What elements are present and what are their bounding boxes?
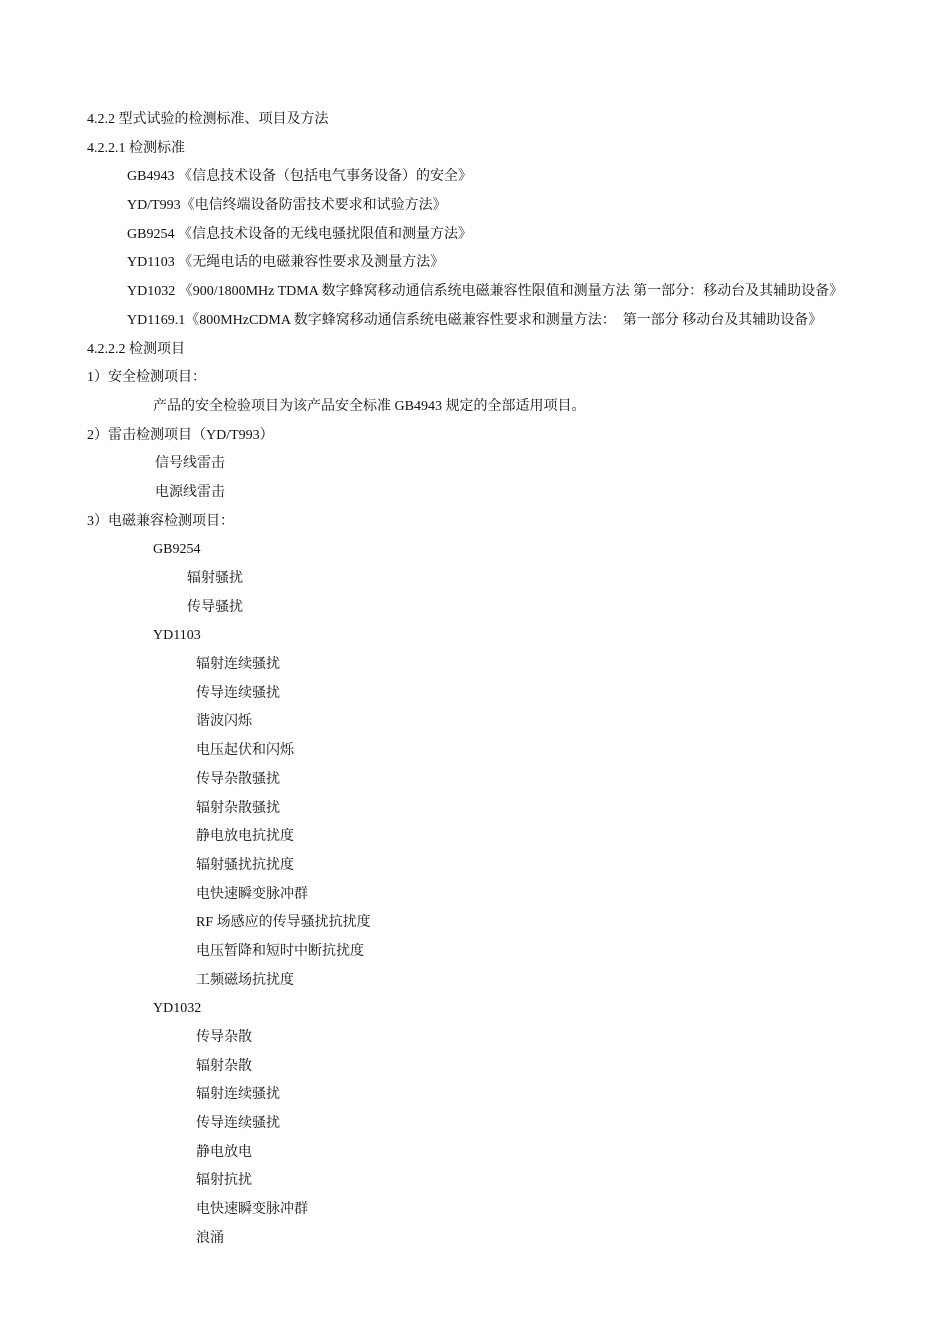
emc-item: 工频磁场抗扰度 [196, 972, 294, 988]
emc-item: 电压起伏和闪烁 [196, 743, 294, 759]
emc-item: 传导骚扰 [187, 599, 243, 615]
standard-item: GB4943 《信息技术设备（包括电气事务设备）的安全》 [127, 169, 472, 185]
emc-item: 浪涌 [196, 1230, 224, 1246]
standards-heading: 4.2.2.1 检测标准 [87, 140, 185, 156]
lightning-item: 信号线雷击 [155, 456, 225, 472]
emc-item: 传导杂散骚扰 [196, 771, 280, 787]
test-items-heading: 4.2.2.2 检测项目 [87, 341, 185, 357]
emc-heading: 3）电磁兼容检测项目： [87, 513, 234, 529]
emc-standard-gb9254: GB9254 [153, 542, 201, 558]
emc-item: 辐射杂散 [196, 1058, 252, 1074]
emc-item: 辐射杂散骚扰 [196, 800, 280, 816]
standard-item: YD1169.1《800MHzCDMA 数字蜂窝移动通信系统电磁兼容性要求和测量方法： 第一部分 移动台及其辅助设备》 [127, 312, 823, 328]
emc-standard-yd1032: YD1032 [153, 1001, 202, 1017]
emc-item: 电压暂降和短时中断抗扰度 [196, 943, 364, 959]
emc-standard-yd1103: YD1103 [153, 628, 201, 644]
emc-item: 辐射连续骚扰 [196, 1087, 280, 1103]
emc-item: 传导连续骚扰 [196, 685, 280, 701]
lightning-heading: 2）雷击检测项目（YD/T993） [87, 427, 274, 443]
emc-item: 传导杂散 [196, 1030, 252, 1045]
standard-item: GB9254 《信息技术设备的无线电骚扰限值和测量方法》 [127, 226, 472, 242]
document-page [0, 106, 950, 1254]
emc-item: 电快速瞬变脉冲群 [196, 886, 308, 902]
emc-item: 辐射连续骚扰 [196, 657, 280, 673]
section-title: 4.2.2 型式试验的检测标准、项目及方法 [87, 112, 329, 127]
standard-item: YD1103 《无绳电话的电磁兼容性要求及测量方法》 [127, 255, 445, 271]
emc-item: 电快速瞬变脉冲群 [196, 1202, 308, 1218]
emc-item: 静电放电抗扰度 [196, 829, 294, 845]
emc-item: 辐射骚扰 [187, 571, 243, 586]
safety-heading: 1）安全检测项目： [87, 370, 206, 386]
standard-item: YD1032 《900/1800MHz TDMA 数字蜂窝移动通信系统电磁兼容性限值和测量方法 第一部分：移动台及其辅助设备》 [127, 284, 844, 300]
standard-item: YD/T993《电信终端设备防雷技术要求和试验方法》 [127, 198, 447, 214]
emc-item: 传导连续骚扰 [196, 1116, 280, 1132]
safety-description: 产品的安全检验项目为该产品安全标准 GB4943 规定的全部适用项目。 [153, 398, 586, 414]
emc-item: 辐射骚扰抗扰度 [196, 857, 294, 873]
emc-item: 谐波闪烁 [196, 714, 252, 730]
emc-item: RF 场感应的传导骚扰抗扰度 [196, 915, 371, 931]
lightning-item: 电源线雷击 [155, 484, 225, 500]
emc-item: 辐射抗扰 [196, 1173, 252, 1189]
emc-item: 静电放电 [196, 1144, 252, 1160]
